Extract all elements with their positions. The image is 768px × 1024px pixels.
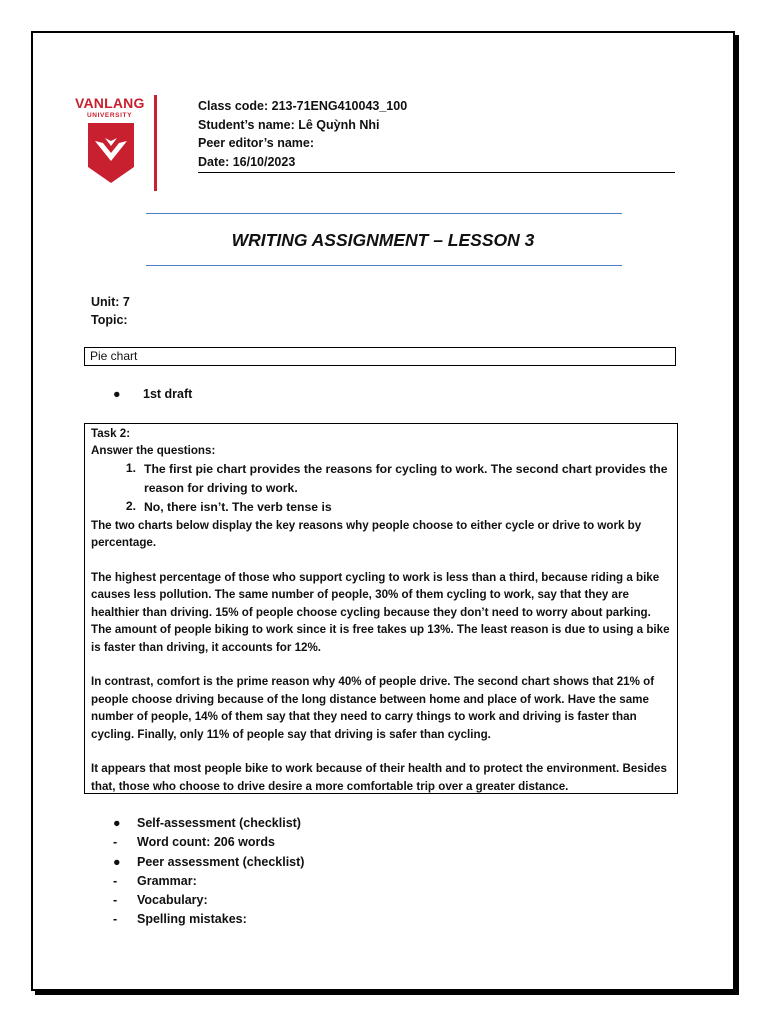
list-marker: - [113, 912, 118, 927]
student-name: Student’s name: Lê Quỳnh Nhi [198, 117, 380, 132]
checklist-item [113, 833, 304, 852]
info-underline [198, 172, 675, 173]
bullet-icon: ● [113, 387, 121, 401]
essay-paragraph: It appears that most people bike to work because of their health and to protect the environment. Besides that, those who choose to drive desire a more comfortable trip over a greater distance. [91, 762, 667, 793]
task-box [84, 423, 678, 794]
title-rule-top [146, 213, 622, 214]
assignment-title: WRITING ASSIGNMENT – LESSON 3 [231, 230, 535, 250]
list-marker: ● [113, 816, 121, 830]
topic-label: Topic: [91, 313, 128, 327]
answer-text: The first pie chart provides the reasons for cycling to work. The second chart provides the reason for driving to work. [144, 461, 668, 495]
draft-label: 1st draft [143, 387, 193, 401]
answer-item [91, 460, 674, 498]
checklist-text: Word count: 206 words [137, 835, 275, 850]
topic-box: Pie chart [84, 347, 676, 366]
title-rule-bottom [146, 265, 622, 266]
list-marker: - [113, 893, 118, 908]
date: Date: 16/10/2023 [198, 154, 296, 169]
draft-bullet [113, 385, 192, 404]
student-info [198, 97, 407, 171]
answer-number: 2. [125, 498, 136, 513]
checklist-item [113, 872, 304, 891]
checklist-text: Peer assessment (checklist) [137, 854, 305, 869]
essay-paragraph: The highest percentage of those who support cycling to work is less than a third, because riding a bike causes less pollution. The same number of people, 30% of them cycling to work, say that they are healthier than driving. 15% of people choose cycling because they don’t need to worry about parking. The amount of people biking to work since it is free takes up 13%. The least reason is due to using a bike is faster than driving, it accounts for 12%. [91, 571, 670, 654]
university-logo-name: VANLANG [75, 95, 145, 111]
answer-number: 1. [125, 460, 136, 475]
checklist-text: Grammar: [137, 873, 197, 888]
checklist-item [113, 910, 304, 929]
checklist-item [113, 853, 304, 872]
checklist [113, 814, 304, 930]
unit-topic-block [91, 293, 130, 329]
university-logo-subtitle: UNIVERSITY [87, 112, 133, 119]
logo-divider [154, 95, 157, 191]
answer-item [91, 498, 674, 517]
unit-label: Unit: 7 [91, 295, 130, 309]
checklist-text: Self-assessment (checklist) [137, 816, 301, 830]
answer-text: No, there isn’t. The verb tense is [144, 499, 332, 514]
checklist-text: Spelling mistakes: [137, 912, 247, 927]
task-subheading: Answer the questions: [91, 444, 216, 458]
class-code: Class code: 213-71ENG410043_100 [198, 99, 408, 113]
answer-list [91, 460, 674, 517]
document-page [31, 31, 735, 991]
list-marker: - [113, 835, 118, 850]
university-shield-icon [86, 121, 136, 185]
peer-editor-name: Peer editor’s name: [198, 136, 315, 150]
checklist-text: Vocabulary: [137, 893, 208, 908]
list-marker: ● [113, 854, 121, 869]
essay-paragraph: In contrast, comfort is the prime reason why 40% of people drive. The second chart shows that 21% of people choose driving because of the long distance between home and place of work. Have the same number of people, 14% of them say that they need to carry things to work and driving is faster than cycling. Finally, only 11% of people say that driving is safer than cycling. [91, 675, 655, 741]
checklist-item [113, 814, 304, 833]
task-heading: Task 2: [91, 427, 131, 440]
checklist-item [113, 891, 304, 910]
essay-paragraph: The two charts below display the key reasons why people choose to either cycle or drive to work by percentage. [91, 518, 642, 550]
list-marker: - [113, 873, 118, 888]
